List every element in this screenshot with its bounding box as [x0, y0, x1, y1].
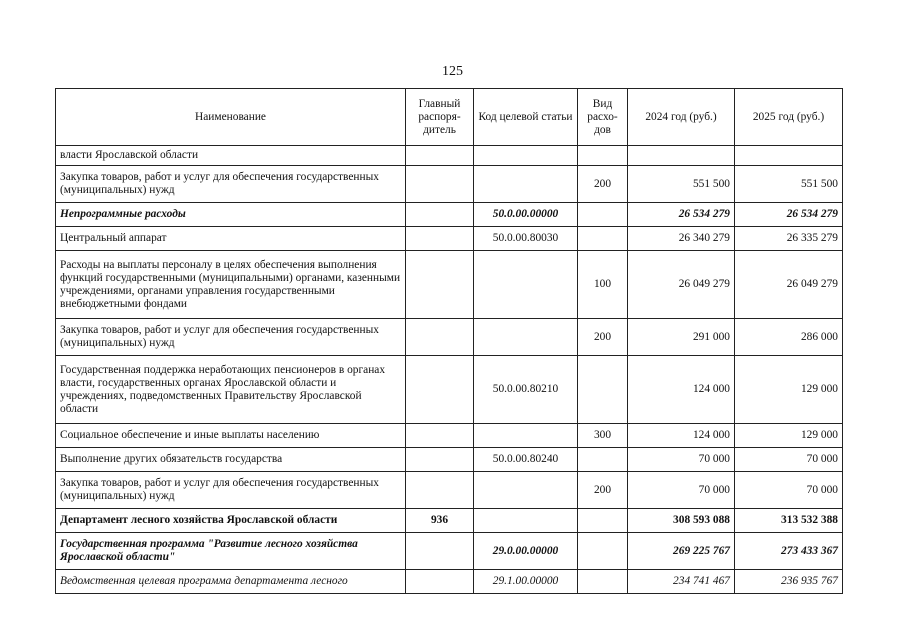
cell-code	[474, 319, 578, 356]
cell-year-2024: 70 000	[628, 472, 735, 509]
cell-type	[578, 356, 628, 424]
cell-year-2024: 124 000	[628, 424, 735, 448]
cell-name: Государственная поддержка неработающих пенсионеров в органах власти, государственных органах Ярославской области и учреждениях, подведомственных Правительству Ярославской области	[56, 356, 406, 424]
header-type: Вид расхо-дов	[578, 89, 628, 146]
cell-type	[578, 146, 628, 166]
cell-name: Расходы на выплаты персоналу в целях обеспечения выполнения функций государственными (муниципальными) органами, казенными учреждениями, органами управления государственными внебюджетными фондами	[56, 251, 406, 319]
cell-name: Департамент лесного хозяйства Ярославской области	[56, 509, 406, 533]
cell-year-2025: 313 532 388	[735, 509, 843, 533]
table-row	[56, 319, 843, 356]
table-row	[56, 146, 843, 166]
cell-year-2025: 551 500	[735, 166, 843, 203]
header-year-2025: 2025 год (руб.)	[735, 89, 843, 146]
cell-name: власти Ярославской области	[56, 146, 406, 166]
cell-admin	[406, 251, 474, 319]
table-row	[56, 472, 843, 509]
cell-year-2024: 551 500	[628, 166, 735, 203]
cell-year-2025: 70 000	[735, 448, 843, 472]
cell-name: Ведомственная целевая программа департамента лесного	[56, 570, 406, 594]
header-admin: Главный распоря-дитель	[406, 89, 474, 146]
cell-type	[578, 533, 628, 570]
table-row	[56, 424, 843, 448]
cell-year-2024: 269 225 767	[628, 533, 735, 570]
cell-code	[474, 166, 578, 203]
cell-name: Непрограммные расходы	[56, 203, 406, 227]
cell-name: Государственная программа "Развитие лесного хозяйства Ярославской области"	[56, 533, 406, 570]
cell-year-2024: 234 741 467	[628, 570, 735, 594]
cell-year-2024: 308 593 088	[628, 509, 735, 533]
cell-code	[474, 472, 578, 509]
cell-type	[578, 227, 628, 251]
cell-code: 50.0.00.80210	[474, 356, 578, 424]
cell-year-2024: 124 000	[628, 356, 735, 424]
cell-name: Закупка товаров, работ и услуг для обеспечения государственных (муниципальных) нужд	[56, 319, 406, 356]
cell-year-2025: 273 433 367	[735, 533, 843, 570]
cell-year-2024: 26 049 279	[628, 251, 735, 319]
cell-year-2025: 286 000	[735, 319, 843, 356]
cell-year-2025: 26 335 279	[735, 227, 843, 251]
cell-type	[578, 203, 628, 227]
cell-code: 50.0.00.80240	[474, 448, 578, 472]
cell-year-2024: 291 000	[628, 319, 735, 356]
cell-year-2025: 26 049 279	[735, 251, 843, 319]
cell-admin	[406, 166, 474, 203]
cell-code	[474, 424, 578, 448]
cell-code: 50.0.00.00000	[474, 203, 578, 227]
cell-code	[474, 251, 578, 319]
cell-type: 300	[578, 424, 628, 448]
cell-admin	[406, 424, 474, 448]
table-row	[56, 251, 843, 319]
cell-admin	[406, 203, 474, 227]
cell-admin	[406, 319, 474, 356]
cell-year-2025: 129 000	[735, 424, 843, 448]
cell-year-2025	[735, 146, 843, 166]
cell-code: 29.1.00.00000	[474, 570, 578, 594]
cell-type: 200	[578, 319, 628, 356]
cell-name: Центральный аппарат	[56, 227, 406, 251]
cell-year-2025: 26 534 279	[735, 203, 843, 227]
cell-type	[578, 570, 628, 594]
header-name: Наименование	[56, 89, 406, 146]
cell-type	[578, 448, 628, 472]
cell-name: Закупка товаров, работ и услуг для обеспечения государственных (муниципальных) нужд	[56, 472, 406, 509]
table-row	[56, 533, 843, 570]
cell-type: 200	[578, 166, 628, 203]
table-row	[56, 203, 843, 227]
cell-type: 200	[578, 472, 628, 509]
table-header-row	[56, 89, 843, 146]
table-row	[56, 227, 843, 251]
cell-year-2024: 26 340 279	[628, 227, 735, 251]
cell-type: 100	[578, 251, 628, 319]
table-row	[56, 448, 843, 472]
cell-name: Закупка товаров, работ и услуг для обеспечения государственных (муниципальных) нужд	[56, 166, 406, 203]
cell-code	[474, 146, 578, 166]
cell-admin	[406, 472, 474, 509]
header-year-2024: 2024 год (руб.)	[628, 89, 735, 146]
cell-year-2024: 70 000	[628, 448, 735, 472]
cell-year-2025: 70 000	[735, 472, 843, 509]
cell-code: 29.0.00.00000	[474, 533, 578, 570]
cell-admin	[406, 146, 474, 166]
header-code: Код целевой статьи	[474, 89, 578, 146]
cell-admin	[406, 448, 474, 472]
cell-admin	[406, 227, 474, 251]
cell-admin: 936	[406, 509, 474, 533]
cell-year-2025: 236 935 767	[735, 570, 843, 594]
page-number: 125	[442, 64, 463, 79]
cell-type	[578, 509, 628, 533]
cell-admin	[406, 533, 474, 570]
table-row	[56, 166, 843, 203]
cell-code: 50.0.00.80030	[474, 227, 578, 251]
cell-name: Социальное обеспечение и иные выплаты населению	[56, 424, 406, 448]
cell-admin	[406, 356, 474, 424]
cell-year-2024	[628, 146, 735, 166]
table-row	[56, 509, 843, 533]
cell-admin	[406, 570, 474, 594]
cell-name: Выполнение других обязательств государства	[56, 448, 406, 472]
cell-year-2024: 26 534 279	[628, 203, 735, 227]
budget-table	[55, 88, 843, 594]
table-row	[56, 570, 843, 594]
cell-code	[474, 509, 578, 533]
table-row	[56, 356, 843, 424]
cell-year-2025: 129 000	[735, 356, 843, 424]
